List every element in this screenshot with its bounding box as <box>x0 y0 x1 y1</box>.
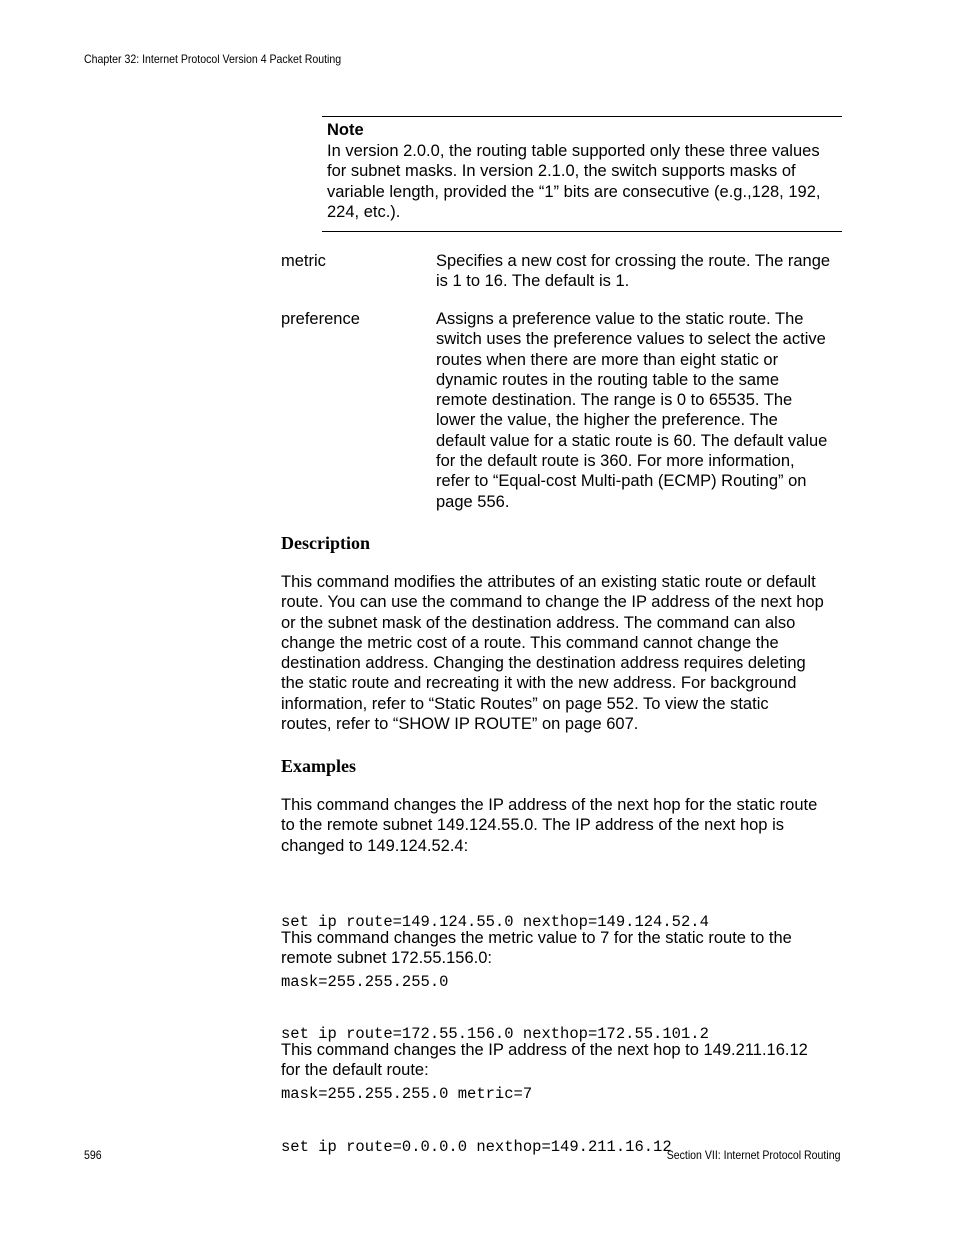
code-line: mask=255.255.255.0 metric=7 <box>281 1085 533 1103</box>
note-line: variable length, provided the “1” bits are consecutive (e.g.,128, 192, <box>327 182 821 201</box>
definition-line: refer to “Equal-cost Multi-path (ECMP) Routing” on <box>436 472 807 491</box>
definition-line: default value for a static route is 60. The default value <box>436 431 828 450</box>
paragraph-line: remote subnet 172.55.156.0: <box>281 949 492 968</box>
footer-page-number: 596 <box>84 1148 102 1162</box>
paragraph-line: the static route and recreating it with the new address. For background <box>281 674 797 693</box>
definition-line: Assigns a preference value to the static route. The <box>436 310 804 328</box>
note-title: Note <box>327 121 364 139</box>
code-line: set ip route=172.55.156.0 nexthop=172.55.101.2 <box>281 1025 709 1043</box>
running-header-chapter: Chapter 32: Internet Protocol Version 4 Packet Routing <box>84 52 342 66</box>
definition-line: page 556. <box>436 492 510 511</box>
definition-line: Specifies a new cost for crossing the route. The range <box>436 252 831 270</box>
param-term-metric: metric <box>281 252 326 270</box>
paragraph-line: change the metric cost of a route. This command cannot change the <box>281 633 779 652</box>
paragraph-line: destination address. Changing the destination address requires deleting <box>281 654 806 673</box>
paragraph-line: This command changes the IP address of the next hop to 149.211.16.12 <box>281 1041 808 1059</box>
note-text <box>327 141 842 222</box>
paragraph-line: information, refer to “Static Routes” on page 552. To view the static <box>281 694 769 713</box>
section-heading-description: Description <box>281 533 370 553</box>
param-definition-preference <box>436 309 846 512</box>
paragraph-line: changed to 149.124.52.4: <box>281 836 469 855</box>
paragraph-line: routes, refer to “SHOW IP ROUTE” on page 607. <box>281 715 639 734</box>
paragraph-line: or the subnet mask of the destination address. The command can also <box>281 613 796 632</box>
paragraph-line: route. You can use the command to change the IP address of the next hop <box>281 593 824 612</box>
definition-line: dynamic routes in the routing table to the same <box>436 370 780 389</box>
example-1-text <box>281 795 846 856</box>
definition-line: switch uses the preference values to select the active <box>436 330 826 349</box>
code-line: set ip route=0.0.0.0 nexthop=149.211.16.12 <box>281 1138 672 1156</box>
definition-line: is 1 to 16. The default is 1. <box>436 272 630 291</box>
note-line: In version 2.0.0, the routing table supported only these three values <box>327 142 820 160</box>
footer-section-title: Section VII: Internet Protocol Routing <box>666 1148 840 1162</box>
code-line: mask=255.255.255.0 <box>281 973 449 991</box>
example-3-text <box>281 1040 846 1081</box>
note-line: for subnet masks. In version 2.1.0, the switch supports masks of <box>327 162 796 181</box>
example-3-code <box>281 1097 672 1177</box>
definition-line: lower the value, the higher the preference. The <box>436 411 778 430</box>
paragraph-line: This command modifies the attributes of an existing static route or default <box>281 573 816 591</box>
note-box <box>322 116 842 232</box>
definition-line: remote destination. The range is 0 to 65535. The <box>436 391 793 410</box>
description-paragraph <box>281 572 846 734</box>
paragraph-line: This command changes the IP address of the next hop for the static route <box>281 796 818 814</box>
paragraph-line: This command changes the metric value to 7 for the static route to the <box>281 929 792 947</box>
section-heading-examples: Examples <box>281 756 357 776</box>
paragraph-line: for the default route: <box>281 1061 429 1080</box>
code-line: set ip route=149.124.55.0 nexthop=149.124.52.4 <box>281 913 709 931</box>
param-term-preference: preference <box>281 310 360 328</box>
paragraph-line: to the remote subnet 149.124.55.0. The IP address of the next hop is <box>281 816 784 835</box>
definition-line: for the default route is 360. For more information, <box>436 452 795 471</box>
param-definition-metric <box>436 251 846 292</box>
note-line: 224, etc.). <box>327 202 401 221</box>
definition-line: routes when there are more than eight static or <box>436 350 779 369</box>
example-2-text <box>281 928 846 969</box>
